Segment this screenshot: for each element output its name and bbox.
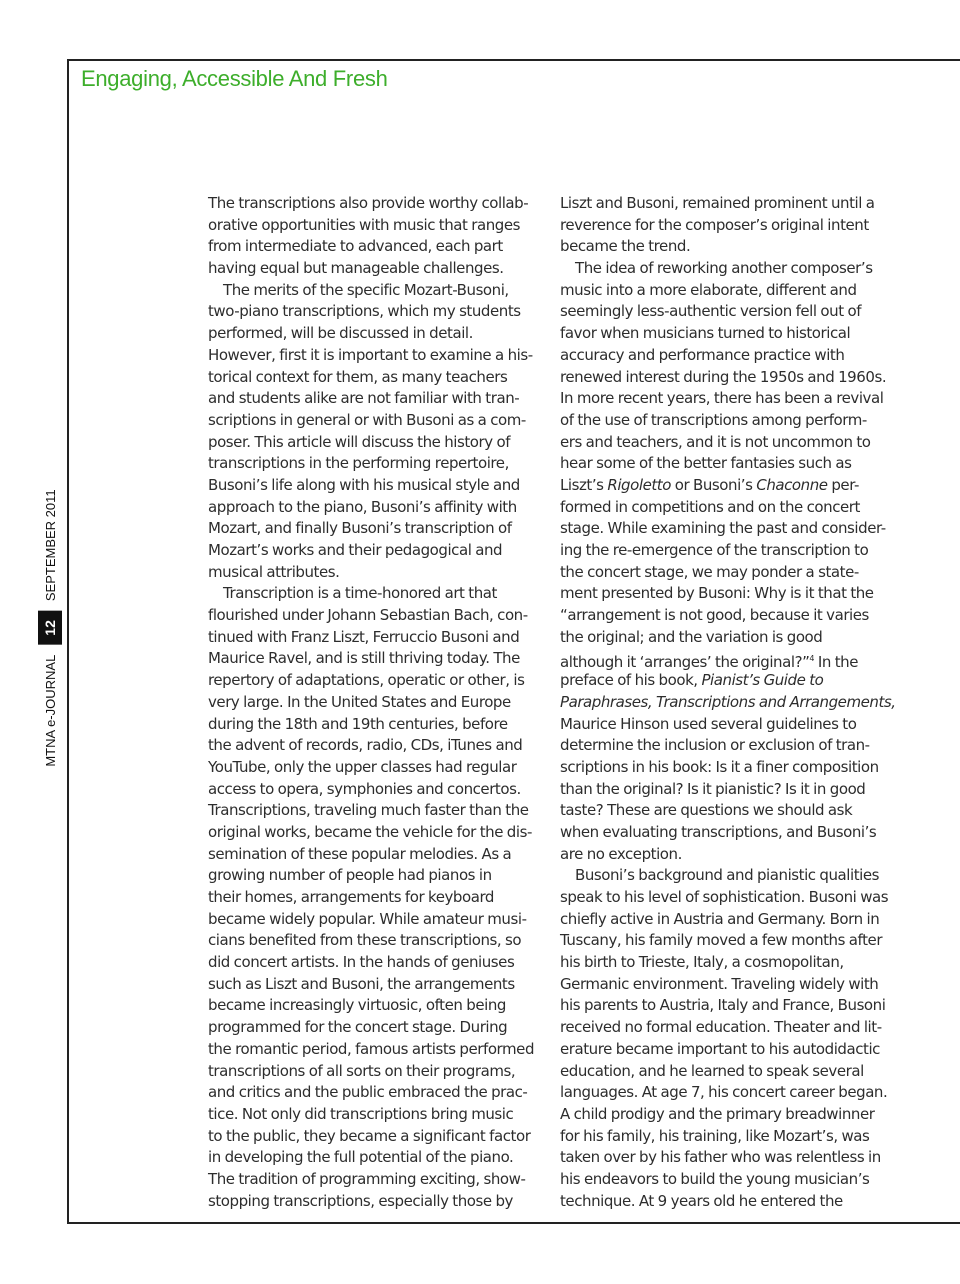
text-line: his birth to Trieste, Italy, a cosmopolitan, [560, 953, 844, 972]
text-line: YouTube, only the upper classes had regular [208, 757, 517, 776]
text-line: preface of his book, Pianist’s Guide to [560, 671, 824, 690]
text-line: access to opera, symphonies and concertos. [208, 779, 521, 798]
text-line: their homes, arrangements for keyboard [208, 888, 494, 906]
text-line: his endeavors to build the young musician’s [560, 1169, 870, 1188]
text-line: and critics and the public embraced the prac- [208, 1083, 528, 1102]
issue-date: SEPTEMBER 2011 [42, 489, 58, 602]
text-line: formed in competitions and on the concert [560, 497, 860, 516]
text-line: taste? These are questions we should ask [560, 801, 853, 820]
text-line: torical context for them, as many teachers [208, 367, 508, 386]
text-line: Busoni’s background and pianistic qualities [575, 866, 880, 885]
text-line: to the public, they became a significant factor [208, 1126, 531, 1145]
text-line: and students alike are not familiar with tran- [208, 389, 520, 408]
text-line: semination of these popular melodies. As a [208, 844, 512, 863]
section-title: Engaging, Accessible And Fresh [81, 66, 388, 91]
article-column-right [560, 193, 896, 1212]
text-line: ers and teachers, and it is not uncommon to [560, 432, 871, 451]
text-line: became increasingly virtuosic, often being [208, 996, 506, 1015]
text-line: when evaluating transcriptions, and Busoni’s [560, 822, 877, 841]
text-line: the original; and the variation is good [560, 627, 823, 646]
text-line: growing number of people had pianos in [208, 866, 492, 885]
text-line: became the trend. [560, 237, 691, 256]
text-line: from intermediate to advanced, each part [208, 237, 503, 256]
text-line: Maurice Hinson used several guidelines to [560, 714, 857, 733]
text-line: musical attributes. [208, 562, 340, 581]
text-line: very large. In the United States and Europe [208, 692, 511, 711]
text-line: flourished under Johann Sebastian Bach, con- [208, 606, 528, 625]
text-line: such as Liszt and Busoni, the arrangements [208, 974, 515, 993]
text-line: Transcription is a time-honored art that [223, 584, 497, 603]
text-line: became widely popular. While amateur musi- [208, 909, 527, 928]
text-line: repertory of adaptations, operatic or other, is [208, 671, 525, 690]
work-title: Rigoletto [607, 475, 671, 494]
text-line: A child prodigy and the primary breadwinner [560, 1104, 875, 1123]
text-line: In more recent years, there has been a revival [560, 389, 884, 408]
text-line: the advent of records, radio, CDs, iTunes and [208, 736, 523, 755]
text-line: renewed interest during the 1950s and 1960s. [560, 367, 887, 386]
text-line: stage. While examining the past and consider- [560, 519, 886, 538]
text-line: orative opportunities with music that ranges [208, 215, 521, 234]
text-line: two-piano transcriptions, which my students [208, 302, 521, 321]
text-line: The transcriptions also provide worthy collab- [208, 194, 529, 212]
text-line: The merits of the specific Mozart-Busoni, [223, 280, 509, 299]
text-line: programmed for the concert stage. During [208, 1018, 508, 1037]
text-line: determine the inclusion or exclusion of tran- [560, 736, 870, 755]
text-line: the romantic period, famous artists performed [208, 1039, 535, 1058]
text-line: for his family, his training, like Mozart’s, was [560, 1126, 870, 1145]
text-line: languages. At age 7, his concert career began. [560, 1083, 888, 1102]
text-line: scriptions in his book: Is it a finer composition [560, 757, 879, 776]
text-line: the concert stage, we may ponder a state- [560, 562, 859, 581]
book-title: Pianist’s Guide to [701, 671, 824, 690]
text-line: of the use of transcriptions among perform- [560, 410, 867, 429]
text-line: chiefly active in Austria and Germany. Born in [560, 909, 880, 928]
text-line: Tuscany, his family moved a few months after [560, 931, 883, 950]
text-line: transcriptions in the performing repertoire, [208, 454, 509, 473]
text-line: did concert artists. In the hands of geniuses [208, 953, 515, 972]
work-title: Chaconne [756, 475, 828, 494]
text-line: tinued with Franz Liszt, Ferruccio Busoni and [208, 627, 520, 646]
text-line: Germanic environment. Traveling widely with [560, 974, 879, 993]
book-title: Paraphrases, Transcriptions and Arrangements, [560, 692, 896, 711]
text-line: Busoni’s life along with his musical style and [208, 475, 520, 494]
text-line: than the original? Is it pianistic? Is it in good [560, 779, 866, 798]
text-line: “arrangement is not good, because it varies [560, 606, 869, 625]
text-line: Liszt and Busoni, remained prominent until a [560, 194, 875, 212]
text-line: tice. Not only did transcriptions bring music [208, 1104, 514, 1123]
text-line: Transcriptions, traveling much faster than the [208, 801, 529, 820]
text-line: received no formal education. Theater and lit- [560, 1018, 882, 1037]
text-line: ing the re-emergence of the transcription to [560, 541, 869, 559]
text-line: in developing the full potential of the piano. [208, 1148, 514, 1167]
publication-name: MTNA e-JOURNAL [42, 654, 58, 767]
text-line: having equal but manageable challenges. [208, 259, 504, 278]
text-line: ment presented by Busoni: Why is it that the [560, 584, 874, 603]
text-line: education, and he learned to speak several [560, 1061, 864, 1080]
text-line: reverence for the composer’s original intent [560, 215, 869, 234]
text-line: favor when musicians turned to historical [560, 324, 851, 343]
text-line: Mozart, and finally Busoni’s transcription of [208, 519, 512, 538]
text-line: Liszt’s Rigoletto or Busoni’s Chaconne per- [560, 475, 859, 494]
text-line: during the 18th and 19th centuries, before [208, 714, 508, 733]
text-line: erature became important to his autodidactic [560, 1039, 880, 1058]
text-line: Maurice Ravel, and is still thriving today. The [208, 649, 520, 668]
text-line: stopping transcriptions, especially those by [208, 1191, 513, 1210]
text-line: cians benefited from these transcriptions, so [208, 931, 522, 950]
text-line: technique. At 9 years old he entered the [560, 1191, 843, 1210]
text-line: The tradition of programming exciting, show- [208, 1169, 526, 1188]
text-line: hear some of the better fantasies such as [560, 454, 852, 473]
text-line: his parents to Austria, Italy and France, Busoni [560, 996, 886, 1015]
text-line: scriptions in general or with Busoni as a com- [208, 410, 526, 429]
text-line: Mozart’s works and their pedagogical and [208, 541, 503, 559]
text-line: music into a more elaborate, different and [560, 280, 857, 299]
article-column-left [208, 193, 544, 1212]
footnote-marker: 4 [809, 654, 815, 664]
page-number: 12 [38, 611, 62, 645]
text-line: approach to the piano, Busoni’s affinity with [208, 497, 517, 516]
text-line: The idea of reworking another composer’s [575, 259, 873, 278]
text-line: although it ‘arranges’ the original?”$^4$ In the [560, 653, 858, 672]
text-line: speak to his level of sophistication. Busoni was [560, 888, 889, 906]
text-line: However, first it is important to examine a his- [208, 345, 533, 364]
running-footer [28, 462, 72, 794]
text-line: taken over by his father who was relentless in [560, 1148, 881, 1167]
text-line: seemingly less-authentic version fell out of [560, 302, 862, 321]
text-line: poser. This article will discuss the history of [208, 432, 511, 451]
text-line: transcriptions of all sorts on their programs, [208, 1061, 516, 1080]
text-line: performed, will be discussed in detail. [208, 324, 473, 343]
text-line: accuracy and performance practice with [560, 345, 845, 364]
text-line: are no exception. [560, 844, 682, 863]
text-line: original works, became the vehicle for the dis- [208, 822, 532, 841]
